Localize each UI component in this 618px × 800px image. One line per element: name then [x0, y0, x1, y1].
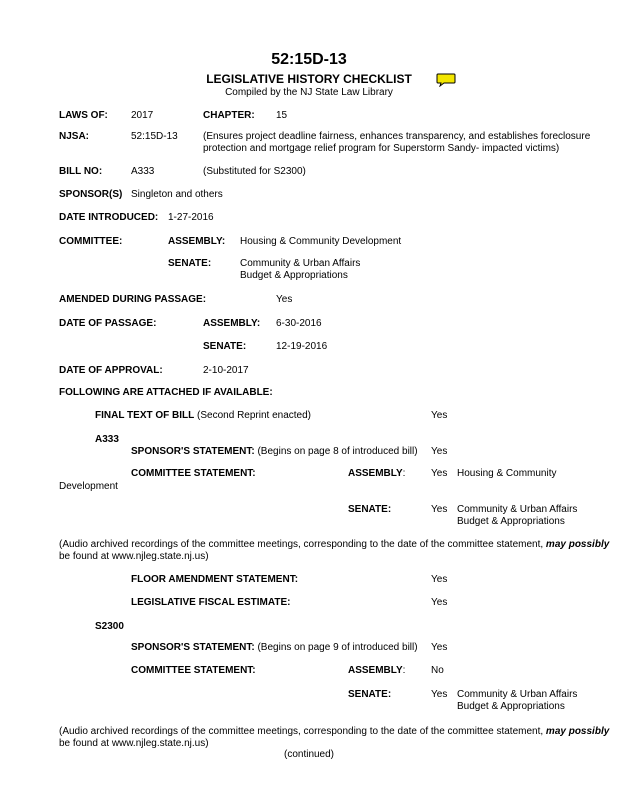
s2300-senate-label: SENATE: — [348, 689, 392, 700]
a333-floor-amendment-value: Yes — [431, 574, 448, 585]
date-introduced-value: 1-27-2016 — [168, 212, 214, 223]
a333-assembly-colon: : — [402, 468, 406, 479]
a333-sponsor-statement-row — [131, 446, 418, 458]
committee-senate-label: SENATE: — [168, 258, 212, 269]
a333-senate-value: Yes — [431, 504, 448, 515]
a333-senate-committee-1: Community & Urban Affairs — [457, 504, 578, 515]
amended-label: AMENDED DURING PASSAGE: — [59, 294, 207, 305]
njsa-label: NJSA: — [59, 131, 90, 142]
comment-note-icon[interactable] — [436, 73, 456, 87]
s2300-label: S2300 — [95, 621, 124, 632]
passage-senate-label: SENATE: — [203, 341, 247, 352]
committee-senate-value-2: Budget & Appropriations — [240, 270, 348, 281]
s2300-senate-value: Yes — [431, 689, 448, 700]
a333-audio-note-line-1 — [59, 539, 609, 551]
njsa-description-line-2: protection and mortgage relief program for Superstorm Sandy- impacted victims) — [203, 143, 560, 154]
amended-value: Yes — [276, 294, 293, 305]
s2300-assembly-label: ASSEMBLY — [348, 665, 403, 676]
njsa-description-line-1: (Ensures project deadline fairness, enhances transparency, and establishes foreclosure — [203, 131, 591, 142]
a333-audio-note-emphasis: may possibly — [545, 539, 610, 550]
njsa-value: 52:15D-13 — [131, 131, 178, 142]
committee-assembly-label: ASSEMBLY: — [168, 236, 226, 247]
a333-assembly-row — [348, 468, 405, 480]
a333-floor-amendment-label: FLOOR AMENDMENT STATEMENT: — [131, 574, 299, 585]
s2300-assembly-value: No — [431, 665, 444, 676]
a333-senate-committee-2: Budget & Appropriations — [457, 516, 565, 527]
a333-assembly-value: Yes — [431, 468, 448, 479]
bill-no-value: A333 — [131, 166, 155, 177]
chapter-value: 15 — [276, 110, 288, 121]
date-introduced-label: DATE INTRODUCED: — [59, 212, 159, 223]
laws-of-label: LAWS OF: — [59, 110, 108, 121]
bill-no-note: (Substituted for S2300) — [203, 166, 306, 177]
compiled-by: Compiled by the NJ State Law Library — [225, 87, 393, 98]
date-approval-label: DATE OF APPROVAL: — [59, 365, 163, 376]
laws-of-value: 2017 — [131, 110, 154, 121]
page-subtitle: LEGISLATIVE HISTORY CHECKLIST — [206, 72, 412, 86]
passage-assembly-value: 6-30-2016 — [276, 318, 322, 329]
page-title: 52:15D-13 — [271, 51, 347, 68]
s2300-senate-committee-1: Community & Urban Affairs — [457, 689, 578, 700]
a333-audio-note-text: (Audio archived recordings of the committee meetings, corresponding to the date of the committee statement, — [59, 539, 546, 550]
a333-assembly-committee: Housing & Community — [457, 468, 557, 479]
a333-assembly-committee-wrap: Development — [59, 481, 118, 492]
date-approval-value: 2-10-2017 — [203, 365, 249, 376]
a333-assembly-label: ASSEMBLY — [348, 468, 403, 479]
a333-audio-note-line-2: be found at www.njleg.state.nj.us) — [59, 551, 209, 562]
chapter-label: CHAPTER: — [203, 110, 255, 121]
s2300-audio-note-line-2: be found at www.njleg.state.nj.us) — [59, 738, 209, 749]
passage-assembly-label: ASSEMBLY: — [203, 318, 261, 329]
sponsor-value: Singleton and others — [131, 189, 223, 200]
a333-fiscal-estimate-value: Yes — [431, 597, 448, 608]
s2300-audio-note-emphasis: may possibly — [545, 726, 610, 737]
attached-heading: FOLLOWING ARE ATTACHED IF AVAILABLE: — [59, 387, 273, 398]
committee-assembly-value: Housing & Community Development — [240, 236, 402, 247]
sponsor-label: SPONSOR(S) — [59, 189, 123, 200]
committee-label: COMMITTEE: — [59, 236, 123, 247]
committee-senate-value-1: Community & Urban Affairs — [240, 258, 361, 269]
s2300-assembly-row — [348, 665, 405, 677]
s2300-audio-note-text: (Audio archived recordings of the committee meetings, corresponding to the date of the committee statement, — [59, 726, 546, 737]
final-text-row — [95, 410, 311, 422]
final-text-value: Yes — [431, 410, 448, 421]
a333-fiscal-estimate-label: LEGISLATIVE FISCAL ESTIMATE: — [131, 597, 291, 608]
a333-label: A333 — [95, 434, 119, 445]
a333-sponsor-statement-label: SPONSOR'S STATEMENT: — [131, 446, 255, 457]
a333-sponsor-statement-note: (Begins on page 8 of introduced bill) — [257, 446, 418, 457]
final-text-label: FINAL TEXT OF BILL — [95, 410, 195, 421]
passage-senate-value: 12-19-2016 — [276, 341, 328, 352]
continued-note: (continued) — [283, 749, 335, 760]
s2300-assembly-colon: : — [402, 665, 406, 676]
a333-sponsor-statement-value: Yes — [431, 446, 448, 457]
s2300-sponsor-statement-value: Yes — [431, 642, 448, 653]
a333-senate-label: SENATE: — [348, 504, 392, 515]
bill-no-label: BILL NO: — [59, 166, 103, 177]
s2300-committee-statement-label: COMMITTEE STATEMENT: — [131, 665, 256, 676]
date-passage-label: DATE OF PASSAGE: — [59, 318, 157, 329]
s2300-senate-committee-2: Budget & Appropriations — [457, 701, 565, 712]
s2300-sponsor-statement-row — [131, 642, 418, 654]
final-text-note: (Second Reprint enacted) — [197, 410, 312, 421]
s2300-sponsor-statement-note: (Begins on page 9 of introduced bill) — [257, 642, 418, 653]
a333-committee-statement-label: COMMITTEE STATEMENT: — [131, 468, 256, 479]
s2300-audio-note-line-1 — [59, 726, 609, 738]
s2300-sponsor-statement-label: SPONSOR'S STATEMENT: — [131, 642, 255, 653]
